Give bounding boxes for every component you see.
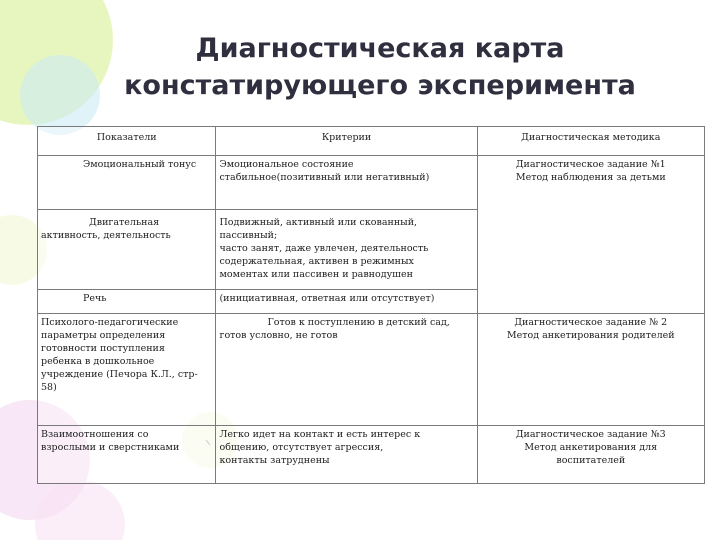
cell-indicator: Взаимоотношения со взрослыми и сверстниками: [38, 426, 216, 484]
cell-indicator: Психолого-педагогические параметры определения готовности поступления ребенка в дошкольное учреждение (Печора К.Л., стр- 58): [38, 314, 216, 426]
cell-indicator: Двигательная активность, деятельность: [38, 210, 216, 290]
cell-method: Диагностическое задание №1 Метод наблюдения за детьми: [477, 156, 704, 314]
diagnostic-table: [37, 126, 705, 484]
header-indicators: Показатели: [38, 127, 216, 156]
table-header-row: [38, 127, 705, 156]
cell-criteria: Легко идет на контакт и есть интерес к общению, отсутствует агрессия, контакты затруднены: [216, 426, 477, 484]
header-criteria: Критерии: [216, 127, 477, 156]
cell-method: Диагностическое задание № 2 Метод анкетирования родителей: [477, 314, 704, 426]
cell-criteria: Готов к поступлению в детский сад, готов условно, не готов: [216, 314, 477, 426]
cell-criteria: Подвижный, активный или скованный, пассивный; часто занят, даже увлечен, деятельность содержательная, активен в режимных моментах или пассивен и равнодушен: [216, 210, 477, 290]
cell-indicator: Речь: [38, 290, 216, 314]
table-row: [38, 314, 705, 426]
cell-criteria: Эмоциональное состояние стабильное(позитивный или негативный): [216, 156, 477, 210]
page-title: [60, 30, 700, 104]
table-row: [38, 426, 705, 484]
title-line-1: Диагностическая карта: [195, 33, 565, 64]
cell-criteria: (инициативная, ответная или отсутствует): [216, 290, 477, 314]
cell-method: Диагностическое задание №3 Метод анкетирования для воспитателей: [477, 426, 704, 484]
header-method: Диагностическая методика: [477, 127, 704, 156]
title-line-2: констатирующего эксперимента: [124, 70, 636, 101]
cell-indicator: Эмоциональный тонус: [38, 156, 216, 210]
table-row: [38, 156, 705, 210]
